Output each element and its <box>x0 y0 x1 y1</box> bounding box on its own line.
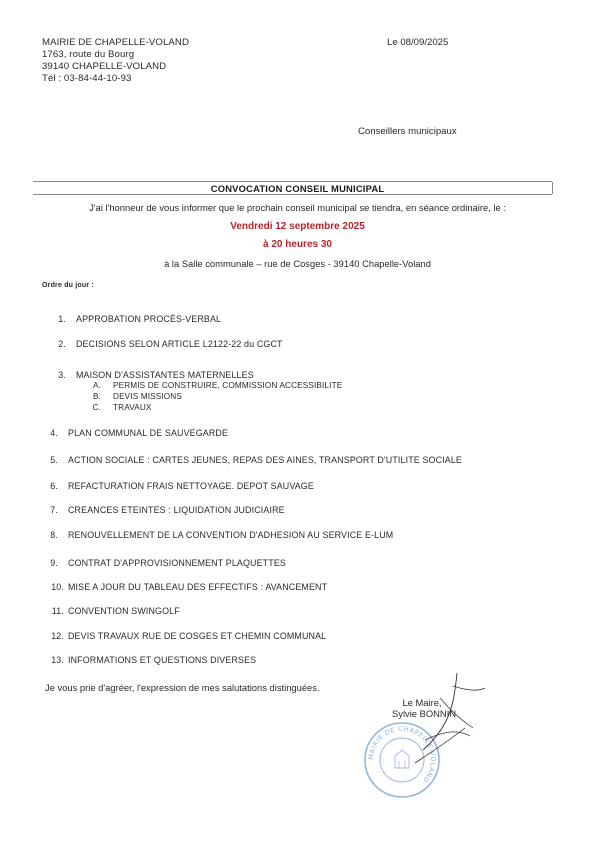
agenda-subitem-letter: A. <box>92 381 101 390</box>
agenda-item-text: CREANCES ETEINTES : LIQUIDATION JUDICIAIRE <box>68 505 285 515</box>
agenda-subitem-letter: C. <box>92 403 101 412</box>
agenda-item-text: PLAN COMMUNAL DE SAUVEGARDE <box>68 428 229 438</box>
agenda-item-text: CONVENTION SWINGOLF <box>68 606 180 616</box>
agenda-item-text: MISE A JOUR DU TABLEAU DES EFFECTIFS : AVANCEMENT <box>68 582 328 592</box>
document-title: CONVOCATION CONSEIL MUNICIPAL <box>210 183 385 194</box>
agenda-item-text: CONTRAT D'APPROVISIONNEMENT PLAQUETTES <box>68 558 286 568</box>
title-rule-bottom <box>33 194 552 195</box>
agenda-item-text: ACTION SOCIALE : CARTES JEUNES, REPAS DES AINES, TRANSPORT D'UTILITE SOCIALE <box>68 455 462 465</box>
agenda-subitem-text: PERMIS DE CONSTRUIRE, COMMISSION ACCESSIBILITE <box>113 381 343 390</box>
agenda-item-number: 13. <box>51 655 64 665</box>
closing-salutation: Je vous prie d'agréer, l'expression de mes salutations distinguées. <box>45 682 320 693</box>
agenda-item-text: MAISON D'ASSISTANTES MATERNELLES <box>76 370 254 380</box>
signatory-name: Sylvie BONNIN <box>392 708 457 719</box>
agenda-item-number: 4. <box>50 428 58 438</box>
meeting-date: Vendredi 12 septembre 2025 <box>230 221 365 232</box>
title-rule-top <box>33 181 552 182</box>
agenda-item-number: 10. <box>51 582 64 592</box>
meeting-time: à 20 heures 30 <box>263 239 332 250</box>
sender-phone: Tél : 03-84-44-10-93 <box>42 73 132 84</box>
agenda-subitem-text: DEVIS MISSIONS <box>113 392 182 401</box>
agenda-item-number: 2. <box>58 339 66 349</box>
sender-name: MAIRIE DE CHAPELLE-VOLAND <box>42 37 189 48</box>
agenda-item-number: 12. <box>51 631 64 641</box>
agenda-item-number: 7. <box>50 505 58 515</box>
signatory-role: Le Maire, <box>402 697 442 708</box>
intro-text: J'ai l'honneur de vous informer que le prochain conseil municipal se tiendra, en séance ordinaire, le : <box>89 202 506 213</box>
agenda-item-text: DECISIONS SELON ARTICLE L2122-22 du CGCT <box>76 339 283 349</box>
recipient: Conseillers municipaux <box>358 126 457 137</box>
stamp-text: MAIRIE DE CHAPELLE-VOLAND <box>366 724 438 785</box>
agenda-item-text: DEVIS TRAVAUX RUE DE COSGES ET CHEMIN COMMUNAL <box>68 631 327 641</box>
agenda-subitem-text: TRAVAUX <box>113 403 152 412</box>
signatory-block <box>392 697 457 719</box>
agenda-item-number: 5. <box>50 455 58 465</box>
letter-date: Le 08/09/2025 <box>387 37 449 48</box>
agenda-item-number: 8. <box>50 530 58 540</box>
meeting-venue: à la Salle communale – rue de Cosges - 39140 Chapelle-Voland <box>164 258 431 269</box>
agenda-item-number: 3. <box>58 370 66 380</box>
agenda-item-text: APPROBATION PROCÈS-VERBAL <box>76 314 222 324</box>
agenda-item-number: 9. <box>50 558 58 568</box>
agenda-item-number: 11. <box>51 606 64 616</box>
agenda-item-number: 6. <box>50 481 58 491</box>
agenda-item-number: 1. <box>58 314 66 324</box>
agenda-item-text: REFACTURATION FRAIS NETTOYAGE. DEPOT SAUVAGE <box>68 481 314 491</box>
sender-city: 39140 CHAPELLE-VOLAND <box>42 61 167 72</box>
agenda-heading: Ordre du jour : <box>42 282 94 289</box>
sender-street: 1763, route du Bourg <box>42 49 135 60</box>
agenda-item-text: INFORMATIONS ET QUESTIONS DIVERSES <box>68 655 257 665</box>
agenda-subitem-letter: B. <box>92 392 101 401</box>
agenda-item-text: RENOUVELLEMENT DE LA CONVENTION D'ADHESION AU SERVICE E-LUM <box>68 530 394 540</box>
